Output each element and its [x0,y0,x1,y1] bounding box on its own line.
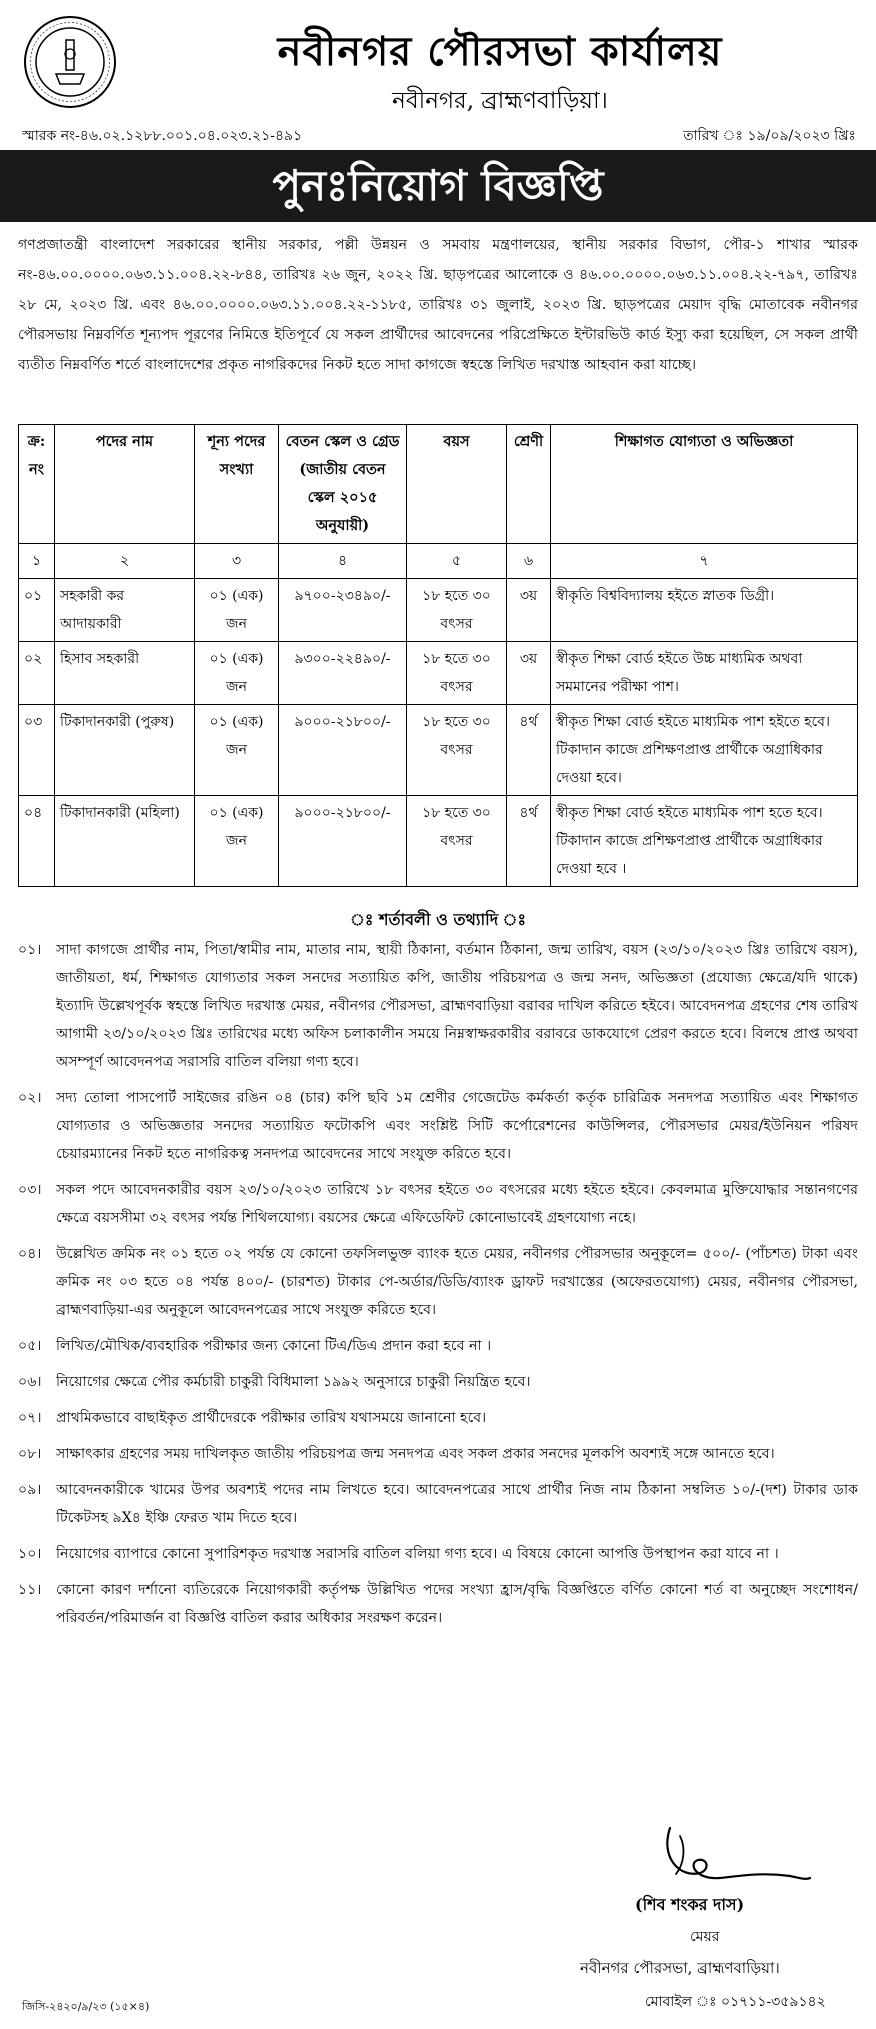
term-number: ০৫। [18,1338,42,1354]
list-item [18,1084,858,1168]
banner-title: পুনঃনিয়োগ বিজ্ঞপ্তি [272,161,604,210]
term-text: নিয়োগের ব্যাপারে কোনো সুপারিশকৃত দরখাস্ত সরাসরি বাতিল বলিয়া গণ্য হবে। এ বিষয়ে কোনো আপত্তি উপস্থাপন করা যাবে না । [56,1546,779,1562]
term-text: সদ্য তোলা পাসপোর্ট সাইজের রঙিন ০৪ (চার) কপি ছবি ১ম শ্রেণীর গেজেটেড কর্মকর্তা কর্তৃক চারিত্রিক সনদপত্র সত্যায়িত এবং শিক্ষাগত যোগ্যতার ও অভিজ্ঞতার সনদের সত্যায়িত ফটোকপি এবং সংশ্লিষ্ট সিটি কর্পোরেশনের কাউন্সিলর, পৌরসভার মেয়র/ইউনিয়ন পরিষদ চেয়ারম্যানের নিকট হতে নাগরিকত্ব সনদপত্র আবেদনের সাথে সংযুক্ত করিতে হবে। [56,1090,858,1162]
term-number: ০৬। [18,1374,42,1390]
row-scale: ৯০০০-২১৮০০/- [279,705,407,796]
term-number: ০৯। [18,1482,42,1498]
signer-name: (শিব শংকর দাস) [635,1895,745,1914]
row-qualification: স্বীকৃত শিক্ষা বোর্ড হইতে মাধ্যমিক পাশ হইতে হবে। টিকাদান কাজে প্রশিক্ষণপ্রাপ্ত প্রার্থীকে অগ্রাধিকার দেওয়া হবে। [551,705,858,796]
signer-office: নবীনগর পৌরসভা, ব্রাহ্মণবাড়িয়া। [580,1959,780,1977]
term-text: আবেদনকারীকে খামের উপর অবশ্যই পদের নাম লিখতে হবে। আবেদনপত্রের সাথে প্রার্থীর নিজ নাম ঠিকানা সম্বলিত ১০/-(দশ) টাকার ডাক টিকেটসহ ৯X৪ ইঞ্চি ফেরত খাম দিতে হবে। [56,1482,858,1526]
term-text: সাদা কাগজে প্রার্থীর নাম, পিতা/স্বামীর নাম, মাতার নাম, স্থায়ী ঠিকানা, বর্তমান ঠিকানা, জন্ম তারিখ, বয়স (২৩/১০/২০২৩ খ্রিঃ তারিখে বয়স), জাতীয়তা, ধর্ম, শিক্ষাগত যোগ্যতার সকল সনদের সত্যায়িত কপি, জাতীয় পরিচয়পত্র ও জন্ম সনদ, অভিজ্ঞতা (প্রযোজ্য ক্ষেত্রে/যদি থাকে) ইত্যাদি উল্লেখপূর্বক স্বহস্তে লিখিত দরখাস্ত মেয়র, নবীনগর পৌরসভা, ব্রাহ্মণবাড়িয়া বরাবর দাখিল করিতে হইবে। আবেদনপত্র গ্রহণের শেষ তারিখ আগামী ২৩/১০/২০২৩ খ্রিঃ তারিখের মধ্যে অফিস চলাকালীন সময়ে নিম্নস্বাক্ষরকারীর বরাবরে ডাকযোগে প্রেরণ করতে হবে। বিলম্বে প্রাপ্ত অথবা অসম্পূর্ণ আবেদনপত্র সরাসরি বাতিল বলিয়া গণ্য হবে। [56,942,858,1070]
footer-code: জিসি-২৪২০/৯/২৩ (১৫×৪) [22,2000,150,2013]
row-serial: ০৩ [19,705,55,796]
header-post: পদের নাম [55,425,195,544]
term-number: ১০। [18,1546,42,1562]
row-scale: ৯০০০-২১৮০০/- [279,796,407,887]
row-class: ৪র্থ [507,796,551,887]
list-item [18,1440,858,1468]
header-qualification: শিক্ষাগত যোগ্যতা ও অভিজ্ঞতা [551,425,858,544]
term-number: ০২। [18,1090,42,1106]
terms-heading: ঃ শর্তাবলী ও তথ্যাদি ঃ [349,910,527,929]
header-class: শ্রেণী [507,425,551,544]
term-number: ০৭। [18,1410,42,1426]
row-serial: ০২ [19,642,55,705]
row-vacancy: ০১ (এক) জন [195,579,279,642]
row-scale: ৯৭০০-২৩৪৯০/- [279,579,407,642]
row-vacancy: ০১ (এক) জন [195,642,279,705]
term-text: লিখিত/মৌখিক/ব্যবহারিক পরীক্ষার জন্য কোনো টিএ/ডিএ প্রদান করা হবে না । [56,1338,492,1354]
row-post: হিসাব সহকারী [55,642,195,705]
row-age: ১৮ হতে ৩০ বৎসর [407,642,507,705]
header-age: বয়স [407,425,507,544]
list-item [18,936,858,1076]
row-serial: ০১ [19,579,55,642]
header-scale: বেতন স্কেল ও গ্রেড (জাতীয় বেতন স্কেল ২০১৫ অনুযায়ী) [279,425,407,544]
term-text: নিয়োগের ক্ষেত্রে পৌর কর্মচারী চাকুরী বিধিমালা ১৯৯২ অনুসারে চাকুরী নিয়ন্ত্রিত হবে। [56,1374,531,1390]
list-item [18,1332,858,1360]
table-row [19,705,858,796]
column-number: ৫ [407,544,507,579]
term-text: সকল পদে আবেদনকারীর বয়স ২৩/১০/২০২৩ তারিখে ১৮ বৎসর হইতে ৩০ বৎসরের মধ্যে হইতে হইবে। কেবলমাত্র মুক্তিযোদ্ধার সন্তানগণের ক্ষেত্রে বয়সসীমা ৩২ বৎসর পর্যন্ত শিথিলযোগ্য। বয়সের ক্ষেত্রে এফিডেফিট কোনোভাবেই গ্রহণযোগ্য নহে। [56,1182,858,1226]
table-row [19,796,858,887]
office-title: নবীনগর পৌরসভা কার্যালয় [277,28,723,75]
list-item [18,1240,858,1324]
signer-phone: মোবাইল ঃ ০১৭১১-৩৫৯১৪২ [645,1994,826,2010]
row-class: ৪র্থ [507,705,551,796]
terms-list [18,936,858,1640]
row-post: সহকারী কর আদায়কারী [55,579,195,642]
list-item [18,1176,858,1232]
row-class: ৩য় [507,579,551,642]
office-address: নবীনগর, ব্রাহ্মণবাড়িয়া। [392,88,608,114]
term-text: উল্লেখিত ক্রমিক নং ০১ হতে ০২ পর্যন্ত যে কোনো তফসিলভুক্ত ব্যাংক হতে মেয়র, নবীনগর পৌরসভার অনুকূলে= ৫০০/- (পাঁচশত) টাকা এবং ক্রমিক নং ০৩ হতে ০৪ পর্যন্ত ৪০০/- (চারশত) টাকার পে-অর্ডার/ডিডি/ব্যাংক ড্রাফট দরখাস্তের (অফেরতযোগ্য) মেয়র, নবীনগর পৌরসভা, ব্রাহ্মণবাড়িয়া-এর অনুকূলে আবেদনপত্রের সাথে সংযুক্ত করিতে হবে। [56,1246,858,1318]
row-qualification: স্বীকৃতি বিশ্ববিদ্যালয় হইতে স্নাতক ডিগ্রী। [551,579,858,642]
row-age: ১৮ হতে ৩০ বৎসর [407,796,507,887]
table-row [19,579,858,642]
term-number: ০৪। [18,1246,42,1262]
row-qualification: স্বীকৃত শিক্ষা বোর্ড হইতে উচ্চ মাধ্যমিক অথবা সমমানের পরীক্ষা পাশ। [551,642,858,705]
column-number: ২ [55,544,195,579]
header-serial: ক্র: নং [19,425,55,544]
row-post: টিকাদানকারী (পুরুষ) [55,705,195,796]
row-age: ১৮ হতে ৩০ বৎসর [407,579,507,642]
vacancy-table [18,424,858,887]
table-row [19,642,858,705]
list-item [18,1476,858,1532]
list-item [18,1576,858,1632]
term-number: ০৩। [18,1182,42,1198]
intro-paragraph: গণপ্রজাতন্ত্রী বাংলাদেশ সরকারের স্থানীয় সরকার, পল্লী উন্নয়ন ও সমবায় মন্ত্রণালয়ের, স্থানীয় সরকার বিভাগ, পৌর-১ শাখার স্মারক নং-৪৬.০০.০০০০.০৬৩.১১.০০৪.২২-৮৪৪, তারিখঃ ২৬ জুন, ২০২২ খ্রি. ছাড়পত্রের আলোকে ও ৪৬.০০.০০০০.০৬৩.১১.০০৪.২২-৭৯৭, তারিখঃ ২৮ মে, ২০২৩ খ্রি. এবং ৪৬.০০.০০০০.০৬৩.১১.০০৪.২২-১১৮৫, তারিখঃ ৩১ জুলাই, ২০২৩ খ্রি. ছাড়পত্রের মেয়াদ বৃদ্ধি মোতাবেক নবীনগর পৌরসভায় নিম্নবর্ণিত শূন্যপদ পূরণের নিমিত্তে ইতিপূর্বে যে সকল প্রার্থীদের আবেদনের পরিপ্রেক্ষিতে ইন্টারভিউ কার্ড ইস্যু করা হয়েছিল, সে সকল প্রার্থী ব্যতীত নিম্নবর্ণিত শর্তে বাংলাদেশের প্রকৃত নাগরিকদের নিকট হতে সাদা কাগজে স্বহস্তে লিখিত দরখাস্ত আহবান করা যাচ্ছে। [18,237,858,373]
row-post: টিকাদানকারী (মহিলা) [55,796,195,887]
list-item [18,1368,858,1396]
term-text: কোনো কারণ দর্শানো ব্যতিরেকে নিয়োগকারী কর্তৃপক্ষ উল্লিখিত পদের সংখ্যা হ্রাস/বৃদ্ধি বিজ্ঞপ্তিতে বর্ণিত কোনো শর্ত বা অনুচ্ছেদ সংশোধন/পরিবর্তন/পরিমার্জন বা বিজ্ঞপ্তি বাতিল করার অধিকার সংরক্ষণ করেন। [56,1582,858,1626]
notice-date: তারিখ ঃ ১৯/০৯/২০২৩ খ্রিঃ [683,128,856,144]
row-vacancy: ০১ (এক) জন [195,705,279,796]
row-age: ১৮ হতে ৩০ বৎসর [407,705,507,796]
row-class: ৩য় [507,642,551,705]
column-number: ৭ [551,544,858,579]
memo-number: স্মারক নং-৪৬.০২.১২৮৮.০০১.০৪.০২৩.২১-৪৯১ [22,128,303,144]
header-vacancy: শূন্য পদের সংখ্যা [195,425,279,544]
list-item [18,1540,858,1568]
notice-banner [0,150,876,222]
column-number: ১ [19,544,55,579]
row-serial: ০৪ [19,796,55,887]
column-number: ৬ [507,544,551,579]
term-number: ০৮। [18,1446,42,1462]
term-number: ১১। [18,1582,42,1598]
column-number-row [19,544,858,579]
signature-icon [640,1818,820,1898]
term-text: সাক্ষাৎকার গ্রহণের সময় দাখিলকৃত জাতীয় পরিচয়পত্র জন্ম সনদপত্র এবং সকল প্রকার সনদের মূলকপি অবশ্যই সঙ্গে আনতে হবে। [56,1446,775,1462]
column-number: ৪ [279,544,407,579]
row-scale: ৯৩০০-২২৪৯০/- [279,642,407,705]
column-number: ৩ [195,544,279,579]
list-item [18,1404,858,1432]
signer-title: মেয়র [690,1929,720,1945]
term-text: প্রাথমিকভাবে বাছাইকৃত প্রার্থীদেরকে পরীক্ষার তারিখ যথাসময়ে জানানো হবে। [56,1410,487,1426]
municipality-seal-icon [22,14,118,110]
row-qualification: স্বীকৃত শিক্ষা বোর্ড হইতে মাধ্যমিক পাশ হতে হবে। টিকাদান কাজে প্রশিক্ষণপ্রাপ্ত প্রার্থীকে অগ্রাধিকার দেওয়া হবে । [551,796,858,887]
row-vacancy: ০১ (এক) জন [195,796,279,887]
table-header-row [19,425,858,544]
term-number: ০১। [18,942,42,958]
